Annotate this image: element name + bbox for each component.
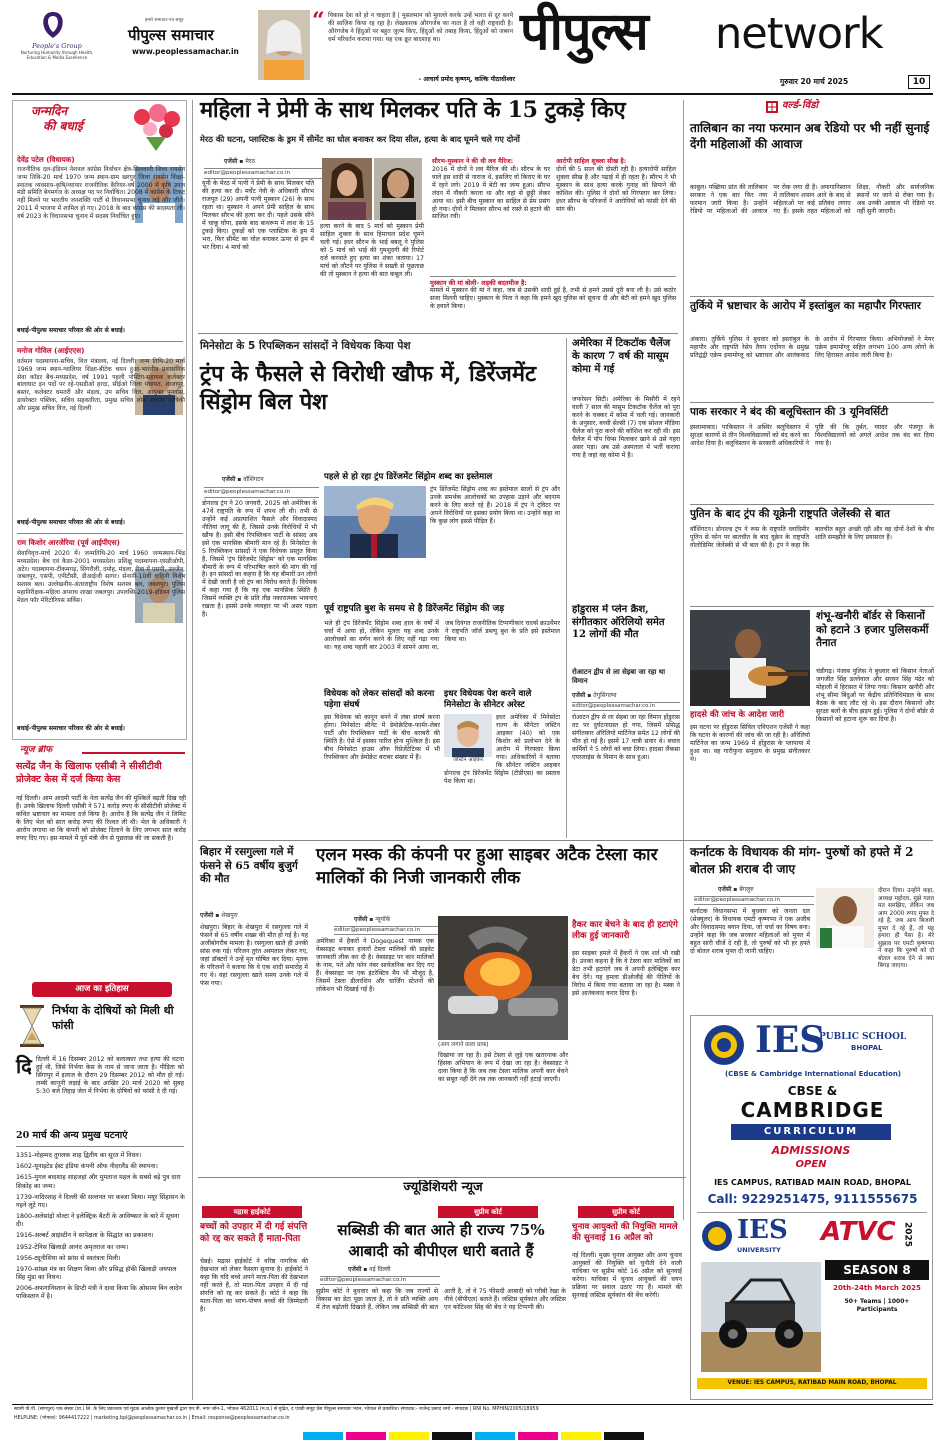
history-body: दिल्ली में 16 दिसम्बर 2012 को बलात्कार तथा हत्या की घटना हुई थी, जिसे निर्भया केस के नाम से जाना जाता है। पीड़िता को सिंगापुर में इलाज के दौरान 29 दिसम्बर 2012 को मौत हो गई। लम्बी कानूनी लड़ाई के बाद आखिर 20 मार्च 2020 को सुबह 5:30 बजे तिहाड़ जेल में निर्भया के दोषियों को फांसी दे दी गई। [36,1056,184,1095]
footer-rule [12,1404,933,1405]
quote-mark-icon: “ [312,8,325,34]
ies-admissions: ADMISSIONS [771,1144,851,1157]
birthday-person-3-name: राम किशोर आरजेरिया (पूर्व आईपीएस) [17,538,120,547]
ies-curriculum: CURRICULUM [731,1124,891,1140]
birthday-person-1-body: राजनीतिक दल-इंडियन नेशनल कांग्रेस निर्वाचन क्षेत्र-सिलवानी जिला रायसेन जन्म तिथि-20 मार्च 1970 जन्म स्थान-ग्राम खरगुर जिला रायसेन शिक्षा-स्नातक व्यवसाय-कृषि/व्यापार राजनीतिक कैरियर-वर्ष 2000 में कृषि उपज मंडी समिति बेगमगंज के अध्यक्ष पद पर निर्वाचित। 2008 में कांग्रेस के टिकट नहीं मिलने पर भारतीय जनशक्ति पार्टी से विधानसभा चुनाव लड़े और जीते। 2011 में भाजपा में शामिल हो गए। 2018 के बाद कांग्रेस की सदस्यता ली। वर्ष 2023 के विधानसभा चुनाव में सदस्य निर्वाचित हुए। [17,166,186,220]
news-brief-rule [82,752,185,754]
lead-bottom-rule [198,333,678,334]
birthday-section [12,100,187,740]
group-tagline: Nurturing Humanity through Health, Education & Media Excellence [20,50,94,60]
judiciary-top-rule [198,1177,686,1178]
brand-english: network [715,9,883,59]
flower-bouquet-icon [128,103,184,153]
ies-cambridge: CAMBRIDGE [740,1098,885,1122]
trump-box-body: ट्रंप डिरेंजमेंट सिंड्रोम शब्द का इस्तेमाल सालों से ट्रंप और उनके समर्थक आलोचकों का उपहास उड़ाने और बदनाम करने के लिए करते रहे हैं। 2018 में ट्रंप ने ट्विटर पर अपने विरोधियों पर इसका प्रयोग किया था। उन्होंने कहा था कि कुछ लोग इससे पीड़ित हैं। [430,486,560,525]
honduras-subhead: रोआटन द्वीप से ला सेइबा जा रहा था विमान [572,668,666,685]
trump-story [198,336,563,836]
ies-open: OPEN [795,1159,827,1170]
history-event: 1916-अल्बर्ट आइंस्टीन ने सापेक्षता के सिद्धांत का प्रकाशन। [16,1232,154,1240]
supreme-court-headline: सब्सिडी की बात आते ही राज्य 75% आबादी को बीपीएल धारी बताते हैं [337,1221,545,1260]
putin-body: वॉशिंगटन। डोनाल्ड ट्रंप ने रूस के राष्ट्रपति व्लादिमीर पुतिन से फोन पर बातचीत के बाद यूक्रेन के राष्ट्रपति वोलोडिमिर जेलेंस्की से भी बात की है। ट्रंप ने कहा कि बातचीत बहुत अच्छी रही और वह दोनों देशों के बीच शांति समझौते के लिए प्रयासरत हैं। [690,526,934,549]
ies-school-city: BHOPAL [851,1044,883,1052]
karnataka-body: कर्नाटक विधानसभा में बुधवार को जनता दल (सेक्युलर) के विधायक एमटी कृष्णप्पा ने एक अजीब और विवादास्पद बयान दिया, जो चर्चा का विषय बना। उन्होंने कहा कि जब सरकार महिलाओं को मुफ्त में बहुत सारी चीजें दे रही है, तो पुरुषों को भी हर हफ्ते दो बोतल शराब मुफ्त दी जानी चाहिए। [690,908,810,955]
bihar-top-rule [198,840,933,841]
karnataka-story [688,844,935,1012]
bush-headline: पूर्व राष्ट्रपति बुश के समय से है डिरेंजमेंट सिंड्रोम की जड़ [324,604,505,614]
lead-byline: एजेंसी ▪ मेरठ [224,158,255,165]
lead-side-2-title: आरोपी साहिल शुक्ला सीख है: [556,158,627,165]
bihar-body: शेखपुरा। बिहार के शेखपुरा में रसगुल्ला गले में फंसने से 65 वर्षीय शख्स की मौत हो गई है। यह अजीबोगरीब मामला है। रसगुल्ला खाते ही उनकी सांस रुक गई। परिजन तुरंत अस्पताल लेकर गए, जहां डॉक्टरों ने उन्हें मृत घोषित कर दिया। मृतक के परिजनों ने बताया कि वे एक शादी समारोह में गए थे। वहां रसगुल्ला खाते समय उनके गले में फंस गया। [200,924,308,987]
color-registration-bar [14,1432,932,1440]
ies-university-crest-icon [701,1220,733,1252]
page-number: 10 [908,75,930,89]
karnataka-mla-photo [816,888,874,948]
putin-headline: पुतिन के बाद ट्रंप की यूक्रेनी राष्ट्रपति जेलेंस्की से बात [690,508,890,520]
ies-university-logo: IES [737,1215,788,1245]
ies-campus: IES CAMPUS, RATIBAD MAIN ROAD, BHOPAL [714,1178,911,1187]
ies-board: (CBSE & Cambridge International Education) [724,1070,902,1078]
paper-small-label: हमारे समाचार-पत्र समूह [145,18,184,23]
masthead-quote: विकास देश को हो न चाहता है | मुसलमान को मुग़ल्ले करके उन्हें भारत से दूर करने की साज़िश किया रह रहा है। लेखकारक औरंगजेब का नाता है तो वही राष्ट्रवादी है। औरंगजेब ने हिंदुओं पर बहुत जुल्म किए, हिंदुओं को तबाह किया, हिंदुओं को जबरन धर्म परिवर्तन कराया गया। यह एक क्रूर बादशाह था। [328,12,513,44]
quote-author-photo [258,10,310,80]
footer-imprint: स्वामी पी.पी. (सांगपुरा) एक संस्था (प्रा.) लि. के लिए प्रकाशक एवं मुद्रक आलोक कुमार मुखर्जी द्वारा एम.पी. नगर जोन-1, भोपाल 462011 (म.प्र.) से मुद्रित, द एचडी समूह प्रेस पीपुल्स समाचार भवन, भोपाल से प्रकाशित। संपादक:- राजेन्द्र प्रसाद शर्मा - संपादक | RNI No. MPHIN/2005/18959 [14,1407,539,1412]
lead-story [198,98,678,330]
honduras-box-headline: हादसे की जांच के आदेश जारी [690,710,785,720]
turkey-headline: तुर्किये में भ्रष्टाचार के आरोप में इस्तांबुल का महापौर गिरफ्तार [690,300,921,312]
madras-hc-label: मद्रास हाईकोर्ट [202,1206,302,1218]
history-event: 1615-मुगल बादशाह शाहजहां और मुमताज महल के सबसे बड़े पुत्र दारा शिकोह का जन्म। [16,1174,181,1190]
tiktok-story [570,336,680,598]
madras-hc-headline: बच्चों को उपहार में दी गई संपत्ति को रद्द कर सकते हैं माता-पिता [200,1222,308,1244]
supreme-court-2-headline: चुनाव आयुक्तों की नियुक्ति मामले की सुनवाई 16 अप्रैल को [572,1222,678,1243]
honduras-email[interactable]: editor@peoplessamachar.co.in [572,702,680,711]
supreme-court-body: सुप्रीम कोर्ट ने बुधवार को कहा कि जब राज्यों से विकास का डेटा पूछा जाता है, तो वे प्रति व्यक्ति आय में तेज बढ़ोतरी दिखाते हैं, लेकिन जब सब्सिडी की बात आती है, तो वे 75 फीसदी आबादी को गरीबी रेखा के नीचे (बीपीएल) बताते हैं। जस्टिस सूर्यकांत और जस्टिस एन कोटिश्वर सिंह की बेंच ने यह टिप्पणी की। [316,1288,566,1311]
lead-caption-box [430,276,676,326]
birthday-person-1-wish: बधाई-पीपुल्स समाचार परिवार की ओर से बधाई। [17,327,125,334]
history-events-rule [16,1146,184,1147]
history-headline: निर्भया के दोषियों को मिली थी फांसी [52,1004,174,1032]
history-dropcap: दि [16,1054,32,1078]
shambhu-body: चंडीगढ़। पंजाब पुलिस ने बुधवार को किसान नेताओं जगजीत सिंह डल्लेवाल और सरवन सिंह पंढेर को मोहाली में हिरासत में लिया गया। किसान खनौरी और शंभू सीमा बिंदुओं पर केंद्रीय प्रतिनिधिमंडल के साथ बैठक के बाद लौट रहे थे। इस दौरान किसानों और सुरक्षा बलों के बीच झड़प हुई। पुलिस ने दोनों बॉर्डर से किसानों को हटाना शुरू कर दिया है। [816,668,934,723]
news-brief-headline: सत्येंद्र जैन के खिलाफ एसीबी ने सीसीटीवी प्रोजेक्ट केस में दर्ज किया केस [16,761,162,785]
trump-sub2-body: इस विधेयक को कानून बनने में लंबा संघर्ष करना होगा। मिनेसोटा सीनेट में डेमोक्रेटिक-फार्मर-लेबर पार्टी और रिपब्लिकन पार्टी के बीच बराबरी की स्थिति है। ऐसे में इसका पारित होना मुश्किल है। इस बीच मिनेसोटा हाउस ऑफ रिप्रेजेंटेटिव्स में भी रिपब्लिकन और डेमोक्रेट बराबर संख्या में हैं। [324,714,440,761]
judiciary-label: ज्यूडिशियरी न्यूज [403,1180,483,1195]
paper-name: पीपुल्स समाचार [128,26,214,44]
ies-ad-divider [697,1212,927,1213]
registration-swatch [303,1432,343,1440]
lead-photo-woman [322,158,372,220]
trump-kicker: मिनेसोटा के 5 रिपब्लिकन सांसदों ने विधेयक किया पेश [200,340,411,352]
trump-body: डोनाल्ड ट्रंप ने 20 जनवरी, 2025 को अमेरिका के 47वें राष्ट्रपति के रूप में शपथ ली थी। तभी से उन्होंने कई अप्रत्याशित फैसले और विवादास्पद नीतियां लागू की हैं, जिससे उनके विरोधियों में भी खौफ है। इसी बीच रिपब्लिकन पार्टी के सांसद अब इसे एक मानसिक बीमारी मान रहे हैं। मिनेसोटा के 5 रिपब्लिकन सांसदों ने एक विधेयक प्रस्तुत किया है, जिसमें 'ट्रंप डिरेंजमेंट सिंड्रोम' को एक मानसिक बीमारी के रूप में परिभाषित करने की मांग की गई है। इन सांसदों का कहना है कि यह बीमारी उन लोगों में देखी जाती है जो ट्रंप का विरोध करते हैं। विधेयक में कहा गया है कि यह एक मानसिक स्थिति है जिसमें व्यक्ति ट्रंप के प्रति तीव्र नकारात्मक भावनाएं रखता है। इससे उनके व्यवहार पर भी असर पड़ता है। [202,500,317,619]
registration-swatch [561,1432,601,1440]
atvc-season: SEASON 8 [825,1260,929,1280]
trump-sub2-headline: विधेयक को लेकर सांसदों को करना पड़ेगा संघर्ष [324,689,435,710]
karnataka-body-2: दौरान दिया। उन्होंने कहा, अध्यक्ष महोदय, मुझे गलत मत समझिए, लेकिन जब आप 2000 रुपए मुफ्त दे रहे हैं, जब आप बिजली मुफ्त दे रहे हैं, तो यह हमारा ही पैसा है। मेरे सुझाव पर एमटी कृष्णप्पा ने कहा कि पुरुषों को दो बोतल शराब देने से क्या बिगड़ जाएगा। [878,888,934,970]
bihar-headline: बिहार में रसगुल्ला गले में फंसने से 65 वर्षीय बुजुर्ग की मौत [200,846,298,886]
elon-story [314,844,680,1152]
atvc-buggy-photo [701,1262,821,1372]
ies-school-name: PUBLIC SCHOOL [819,1032,907,1042]
elon-headline: एलन मस्क की कंपनी पर हुआ साइबर अटैक टेस्ला कार मालिकों की निजी जानकारी लीक [316,845,658,888]
tiktok-headline: अमेरिका में टिकटॉक चैलेंज के कारण 7 वर्ष की मासूम कोमा में गई [572,338,671,375]
lead-side-1-title: सौरभ-मुस्कान ने की थी लव मैरिज: [432,158,514,165]
tesla-fire-photo [438,916,568,1040]
bihar-story [198,844,308,1174]
history-event: 1739-नादिरशाह ने दिल्ली की सल्तनत पर कब्जा किया। मयूर सिंहासन के गहने लूटे गए। [16,1193,185,1209]
lead-headline: महिला ने प्रेमी के साथ मिलकर पति के 15 टुकड़े किए [200,98,626,123]
turkey-body: अंकारा। तुर्किये पुलिस ने बुधवार को इस्तांबुल के महापौर और राष्ट्रपति रेसेप तैयप एर्दोगन के प्रमुख प्रतिद्वंद्वी एक्रेम इमामोग्लू को भ्रष्टाचार और आतंकवाद के आरोप में गिरफ्तार किया। अभियोजकों ने मेयर एक्रेम इमामोग्लू सहित लगभग 100 अन्य लोगों के लिए हिरासत आदेश जारी किया है। [690,336,934,359]
bihar-byline: एजेंसी ▪ शेखपुरा [200,912,238,919]
history-event: 1970-सांख्य मंत्र का शिक्षण किया और प्रसिद्ध हॉकी खिलाड़ी जयपाल सिंह मुंडा का निधन। [16,1265,177,1282]
atvc-year: 2025 [902,1222,913,1248]
pakistan-body: इस्लामाबाद। पाकिस्तान ने अस्थिर बलूचिस्तान में सुरक्षा कारणों से तीन विश्वविद्यालयों को बंद करने का आदेश दिया है। बलूचिस्तान के सरकारी अधिकारियों ने पुष्टि की कि तुर्बत, ग्वादर और पंजगुर के विश्वविद्यालयों को अगले आदेश तक बंद कर दिया गया है। [690,424,934,447]
ies-advertisement[interactable] [690,1015,933,1400]
world-window-section [688,98,935,838]
birthday-title-2: की बधाई [43,119,83,133]
trump-sub3-body-1 [444,714,560,834]
brand-hindi: पीपुल्स [520,2,648,62]
history-event: 2006-अफगानिस्तान के डिप्टी मंत्री ने दावा किया कि ओसामा बिन लादेन पाकिस्तान में है। [16,1285,182,1301]
world-rule-1 [690,296,934,297]
elon-box-body: इस साइबर हमले में हैकरों ने एक शर्त भी रखी है। उनका कहना है कि वे टेस्ला कार मालिकों का डेटा तभी हटाएंगे जब वे अपनी इलेक्ट्रिक कार बेच देंगे। यह हमला डीओजीई की नीतियों के विरोध में किया गया बताया जा रहा है। मस्क ने इसे आतंकवाद करार दिया है। [572,950,680,997]
karnataka-byline: एजेंसी ▪ बेंगलुरु [718,886,754,893]
birthday-person-3-wish: बधाई-पीपुल्स समाचार परिवार की ओर से बधाई। [17,725,125,732]
history-events-title: 20 मार्च की अन्य प्रमुख घटनाएं [16,1130,128,1141]
taliban-headline: तालिबान का नया फरमान अब रेडियो पर भी नहीं सुनाई देंगी महिलाओं की आवाज [690,121,930,152]
pakistan-headline: पाक सरकार ने बंद की बलूचिस्तान की 3 यूनिवर्सिटी [690,406,889,418]
elon-body-2: दिखाया जा रहा है। इसे टेस्ला से जुड़े एक खतरनाक और हिंसक अभियान के रूप में देखा जा रहा है। वेबसाइट ने दावा किया है कि जब तक टेस्ला मालिक अपनी कार बेचने का सबूत नहीं देंगे तब तक जानकारी नहीं हटाई जाएगी। [438,1052,568,1083]
supreme-court-2-body: नई दिल्ली। मुख्य चुनाव आयुक्त और अन्य चुनाव आयुक्तों की नियुक्ति को चुनौती देने वाली याचिका पर सुप्रीम कोर्ट 16 अप्रैल को सुनवाई करेगा। याचिका में चुनाव आयुक्तों की चयन प्रक्रिया पर सवाल उठाए गए हैं। मामले की सुनवाई जस्टिस सूर्यकांत की बेंच करेगी। [572,1252,682,1299]
trump-byline: एजेंसी ▪ वॉशिंगटन [222,476,264,483]
tesla-photo-caption: (आग लगाने वाला ग्राफ) [438,1042,489,1048]
history-event: 1800-अलेसांद्रो वोल्टा ने इलेक्ट्रिक बैटरी के आविष्कार के बारे में सूचना दी। [16,1213,180,1229]
column-divider-middle [566,338,567,838]
world-rule-2 [690,402,934,403]
ies-phone-2[interactable]: 9111555675 [833,1192,918,1206]
peoples-group-logo [40,10,66,40]
ies-school-crest-icon [703,1024,745,1066]
honduras-main [570,604,680,836]
trump-sub3-headline: इधर विधेयक पेश करने वाले मिनेसोटा के सीनेटर अरेस्ट [444,689,532,710]
registration-swatch [432,1432,472,1440]
world-rule-4 [690,606,934,607]
news-brief-section [12,745,187,975]
birthday-person-3-body: सेवानिवृत्त-मार्च 2020 में। जन्मतिथि-20 मार्च 1960 जन्मस्थान-भिंड मध्यप्रदेश। बैच एवं कैडर-2001 मध्यप्रदेश। प्रशिक्षु पदस्थापना-एसडीओपी, अटेर। पदस्थापना-टीकमगढ़, सिंगरौली, दमोह, मंडला, रीवा में एसपी, उज्जैन, जबलपुर, एसपी, एपीटीसी, डीआईजी सागर। सेनानी-10वीं वाहिनी विशेष सशस्त्र बल। उल्लेखनीय-अंतरराष्ट्रीय विशेष सशस्त्र बल, जबलपुर। पुलिस महानिरीक्षक-महिला अपराध शाखा जबलपुर। उपलब्धि-2019-इंडियन पुलिस मेडल फॉर मेरिटोरियस सर्विस। [17,550,185,604]
birthday-person-1-name: देवेंद्र पटेल (विधायक) [17,155,75,164]
madras-hc-body: चेन्नई। मद्रास हाईकोर्ट ने वरिष्ठ नागरिक की देखभाल को लेकर फैसला सुनाया है। हाईकोर्ट ने कहा कि यदि बच्चे अपने माता-पिता की देखभाल नहीं करते हैं, तो माता-पिता उपहार में दी गई संपत्ति को रद्द कर सकते हैं। कोर्ट ने कहा कि माता-पिता का भरण-पोषण बच्चों की जिम्मेदारी है। [200,1258,308,1313]
judiciary-section [198,1180,686,1400]
supreme-court-2-label: सुप्रीम कोर्ट [578,1206,674,1218]
lead-photo-man [374,158,422,220]
trump-photo [324,486,426,558]
honduras-musician-photo [690,610,810,706]
honduras-head-visible: होंडुरास में प्लेन क्रैश, संगीतकार ऑरेलियो समेत 12 लोगों की मौत [572,604,665,640]
atvc-venue: VENUE: IES CAMPUS, RATIBAD MAIN ROAD, BHOPAL [697,1378,927,1389]
lead-body-2: हत्या करने के बाद 5 मार्च को मुस्कान प्रेमी साहिल शुक्ला के साथ हिमाचल प्रदेश घूमने चली गई। इधर सौरभ के भाई बबलू ने पुलिस को 5 मार्च को भाई की गुमशुदगी की रिपोर्ट दर्ज करवाते हुए हत्या का शंका जताया। 17 मार्च को लौटने पर पुलिस ने सख्ती से पूछताछ की तो मुस्कान ने हत्या की बात कबूल ली। [320,223,424,278]
atvc-logo: ATVC [821,1217,896,1247]
ies-phone-row[interactable] [691,1192,933,1207]
history-event: 1602-यूनाइटेड ईस्ट इंडिया कंपनी ऑफ नीदरलैंड की स्थापना। [16,1163,158,1171]
lead-email[interactable]: editor@peoplessamachar.co.in [204,168,324,179]
karnataka-email[interactable]: editor@peoplessamachar.co.in [694,896,814,905]
birthday-divider-1 [17,341,183,342]
ies-cbse: CBSE & [787,1084,838,1098]
masthead [0,0,945,96]
masthead-divider [12,93,933,95]
elon-email[interactable]: editor@peoplessamachar.co.in [334,926,464,935]
lead-caption-body: मामले में मुस्कान की मां ने कहा, जब से उसकी शादी हुई है, तभी से हमने उससे दूरी बना ली है। उसे कठोर सजा मिलनी चाहिए। मुस्कान के पिता ने कहा कि हमने खुद पुलिस को सूचना दी और बेटी को हमने खुद पुलिस के हवाले किया। [430,287,676,310]
ies-phone-1[interactable]: 9229251475, [741,1192,830,1206]
history-section [12,980,187,1400]
paper-website[interactable]: www.peoplessamachar.in [132,47,239,56]
trump-headline: ट्रंप के फैसले से विरोधी खौफ में, डिरेंजमेंट सिंड्रोम बिल पेश [200,361,537,416]
footer-helpline: HELPLINE: (भोपाल): 9644417222 | marketing.bpl@peoplessamachar.co.in | Email: response@peoplessamachar.co.in [14,1416,290,1421]
history-events-list [16,1152,186,1305]
lead-side-2-body: दोनों की 5 साल की दोस्ती रही है। हत्यारोपी साहिल शुक्ला सीख है और पढ़ाई में ही रहता है। सौरभ ने भी मुस्कान के साथ हत्या करके गुनाह को छिपाने की कोशिश की। पुलिस ने दोनों को गिरफ्तार कर लिया। इधर सौरभ के परिजनों ने आरोपियों को फांसी देने की मांग की। [556,165,676,213]
ies-call-label: Call: [707,1192,738,1206]
lead-subheadline: मेरठ की घटना, प्लास्टिक के ड्रम में सीमेंट का घोल बनाकर कर दिया सील, हत्या के बाद घूमने चले गए दोनों [200,134,520,144]
taliban-body: काबुल। पख्तिया प्रांत की तालिबान सरकार ने एक बार फिर नया फरमान जारी किया है। उन्होंने रेडियो पर महिलाओं की आवाज पर रोक लगा दी है। अफगानिस्तान में तालिबान शासन आने के बाद से महिलाओं पर कई प्रतिबंध लगाए गए हैं। इसके तहत महिलाओं को शिक्षा, नौकरी और सार्वजनिक स्थानों पर जाने से रोका गया है। अब उनकी आवाज भी रेडियो पर नहीं सुनी जाएगी। [690,184,934,215]
ies-university-sub: UNIVERSITY [737,1246,781,1254]
masthead-quote-author: - आचार्य प्रमोद कृष्णम्, कल्कि पीठाधीश्वर [418,76,515,83]
karnataka-headline: कर्नाटक के विधायक की मांग- पुरुषों को हफ्ते में 2 बोतल फ्री शराब दी जाए [690,845,914,877]
birthday-person-2-name: मनोज गोविल (आईएएस) [17,346,85,355]
justin-eichorn-caption: जस्टिन आइकर [444,757,492,764]
bush-body: भले ही ट्रंप डिरेंजमेंट सिंड्रोम शब्द हाल के वर्षों में चर्चा में आया हो, लेकिन मूलतः यह शब्द उनके आलोचकों का वर्णन करने के लिए नहीं गढ़ा गया था। यह शब्द पहली बार 2003 में सामने आया था, जब दिवंगत राजनीतिक टिप्पणीकार चार्ल्स क्राउथैमर ने राष्ट्रपति जॉर्ज डब्ल्यू बुश के प्रति इसे इस्तेमाल किया था। [324,620,560,651]
supreme-court-label: सुप्रीम कोर्ट [438,1206,538,1218]
registration-swatch [604,1432,644,1440]
world-window-label-icon [766,101,778,113]
trump-box-headline: पहले से हो रहा ट्रंप डिरेंजमेंट सिंड्रोम शब्द का इस्तेमाल [324,472,493,482]
atvc-dates: 20th-24th March 2025 [833,1284,921,1292]
hourglass-icon [18,1004,46,1048]
justin-eichorn-photo [444,714,492,764]
column-divider-world [683,100,684,1220]
world-window-label: वर्ल्ड-विंडो [782,100,819,111]
issue-date: गुरुवार 20 मार्च 2025 [780,77,849,86]
shambhu-headline: शंभू-खनौरी बॉर्डर से किसानों को हटाने 3 हजार पुलिसकर्मी तैनात [816,610,929,650]
supreme-court-byline: एजेंसी ▪ नई दिल्ली [348,1266,391,1273]
registration-swatch [475,1432,515,1440]
news-brief-body: नई दिल्ली। आम आदमी पार्टी के नेता सत्येंद्र जैन की मुश्किलें बढ़ती दिख रही हैं। उनके खिलाफ दिल्ली एसीबी ने 571 करोड़ रुपए के सीसीटीवी प्रोजेक्ट में कथित भ्रष्टाचार का मामला दर्ज किया है। आरोप है कि सत्येंद्र जैन ने लिमिट के लिए भेल को सात करोड़ रुपए की रिश्वत ली थी। भेल के अधिकारी ने आरोप लगाया था कि कंपनी को प्रोजेक्ट दिलाने के लिए लगभग सात करोड़ रुपए दिए गए। इस मामले में पूर्व मंत्री जैन से पूछताछ की जा सकती है। [16,795,186,842]
history-event: 1351-मोहम्मद तुगलक शाह द्वितीय का सूरत में निधन। [16,1152,142,1159]
history-label: आज का इतिहास [32,982,172,997]
history-event: 1956-ट्यूनीशिया को फ्रांस से स्वतंत्रता मिली। [16,1254,121,1262]
ies-school-logo-text: IES [755,1019,826,1061]
birthday-divider-2 [17,533,183,534]
tiktok-body: जफरेसन सिटी। अमेरिका के मिसौरी में रहने वाली 7 साल की मासूम टिकटॉक चैलेंज को पूरा करने के चक्कर में कोमा में चली गई। जानकारी के अनुसार, बच्ची सेल्सी (7) एक सोशल मीडिया चैलेंज को पूरा करने की कोशिश कर रही थी। इस चैलेंज में पॉप चिप्स मिलाकर खाने से उसे गहरा असर पड़ा। अब उसे अस्पताल में भर्ती कराया गया है जहां वह कोमा में है। [572,396,680,459]
elon-box-headline: हैकर कार बेचने के बाद ही हटाएंगे लीक हुई जानकारी [572,920,678,941]
registration-swatch [389,1432,429,1440]
trump-email[interactable]: editor@peoplessamachar.co.in [204,487,319,498]
honduras-body: रोआटन द्वीप से ला सेइबा जा रहा विमान होंडुरास तट पर दुर्घटनाग्रस्त हो गया, जिसमें प्रसिद्ध संगीतकार ऑरेलियो मार्टिनेज समेत 12 लोगों की मौत हो गई है। इसमें 17 यात्री सवार थे। बचाव कर्मियों ने 5 लोगों को बचा लिया। हादसा लैंकसा एयरलाइंस के विमान के साथ हुआ। [572,714,680,761]
group-name: People's Group [32,42,82,50]
supreme-court-email[interactable]: editor@peoplessamachar.co.in [320,1276,440,1285]
news-brief-label: न्यूज ब्रीफ [20,745,53,755]
lead-side-1-body: 2016 में दोनों ने लव मैरिज की थी। सौरभ के घर वाले इस शादी से नाराज थे, इसलिए वो किराए के घर में रहने लगे। 2019 में बेटी का जन्म हुआ। सौरभ लंदन में नौकरी करता था और वहां से छुट्टी लेकर आया था। इसी बीच मुस्कान का साहिल से प्रेम प्रसंग हो गया। दोनों ने मिलकर सौरभ को रास्ते से हटाने की साजिश रची। [432,165,550,221]
registration-swatch [518,1432,558,1440]
lead-caption-title: मुस्कान की मां बोली- लड़की बदतमीज है: [430,279,527,287]
atvc-teams: 50+ Teams | 1000+ Participants [844,1298,910,1313]
lead-body-1: यूपी के मेरठ में पत्नी ने प्रेमी के साथ मिलकर पति की हत्या कर दी। मर्चेंट नेवी के अधिकारी सौरभ राजपूत (29) अपनी पत्नी मुस्कान (26) के साथ रहता था। मुस्कान ने अपने प्रेमी साहिल के साथ मिलकर सौरभ की हत्या कर दी। पहले उसके सीने में चाकू घोंपा, इसके बाद बाथरूम में लाश के 15 टुकड़े किए। टुकड़ों को एक प्लास्टिक के ड्रम में भरा, फिर सीमेंट का घोल बनाकर ऊपर से ड्रम में भर दिया। 4 मार्च को [202,180,314,251]
birthday-person-2-body: वर्तमान पदस्थापना-सचिव, वित्त मंत्रालय, नई दिल्ली। जन्म तिथि-20 मार्च 1969 जन्म स्थान-ग्वालियर शिक्षा-बीटेक चयन हुआ-भारतीय प्रशासनिक सेवा कॉडर बैच-मध्यप्रदेश, वर्ष 1991 पहली पोस्टिंग-सहायक कलेक्टर बालाघाट इन पदों पर रहे-एसडीओ हरदा, सीईओ जिला पंचायत, शाजापुर, बस्तर, कलेक्टर धमतरी और मंडला, उप सचिव वित्त, आयुक्त पुनर्वास, डायरेक्टर पब्लिक, सचिव सहकारिता, प्रमुख सचिव लोक स्वास्थ्य यांत्रिकी और प्रमुख सचिव वित्त, नई दिल्ली [17,358,185,412]
birthday-person-2-wish: बधाई-पीपुल्स समाचार परिवार की ओर से बधाई। [17,519,125,526]
trump-sub3-body: इधर अमेरिका में मिनेसोटा राज्य के सीनेटर जस्टिन आइकर (40) को एक किशोर को प्रलोभन देने के आरोप में गिरफ्तार किया गया। अधिकारियों ने बताया कि सीनेटर जस्टिन आइकर डोनाल्ड ट्रंप डिरेंजमेंट सिंड्रोम (टीडीएस) का प्रस्ताव पेश किया था। [444,714,560,785]
world-rule-3 [690,504,934,505]
registration-swatch [346,1432,386,1440]
column-divider-left [192,100,193,1400]
elon-body: अमेरिका में हैकरों ने Dogequest नामक एक वेबसाइट बनाकर हजारों टेस्ला मालिकों की प्राइवेट जानकारी लीक कर दी है। वेबसाइट पर कार मालिकों के नाम, पते और फोन नंबर सार्वजनिक कर दिए गए हैं। वेबसाइट पर एक इंटरेक्टिव मैप भी मौजूद है, जिसमें टेस्ला डीलरशिप और चार्जिंग स्टेशनों की लोकेशन भी दिखाई गई है। [316,938,434,993]
birthday-title-1: जन्मदिन [31,104,68,118]
history-event: 1952-टेनिस खिलाड़ी आनंद अमृतराज का जन्म। [16,1243,129,1251]
honduras-box-body: इस घटना पर होंडुरास सिविल एविएशन एजेंसी ने कहा कि घटना के कारणों की जांच की जा रही है। ऑरेलियो मार्टिनेज का जन्म 1969 में होंडुरास के प्लापाया में हुआ था। वह गारीफुना समुदाय के प्रमुख संगीतकार थे। [690,724,810,763]
elon-byline: एजेंसी ▪ न्यूयॉर्क [354,916,391,923]
honduras-byline: एजेंसी ▪ तेगुसिगल्पा [572,692,617,699]
